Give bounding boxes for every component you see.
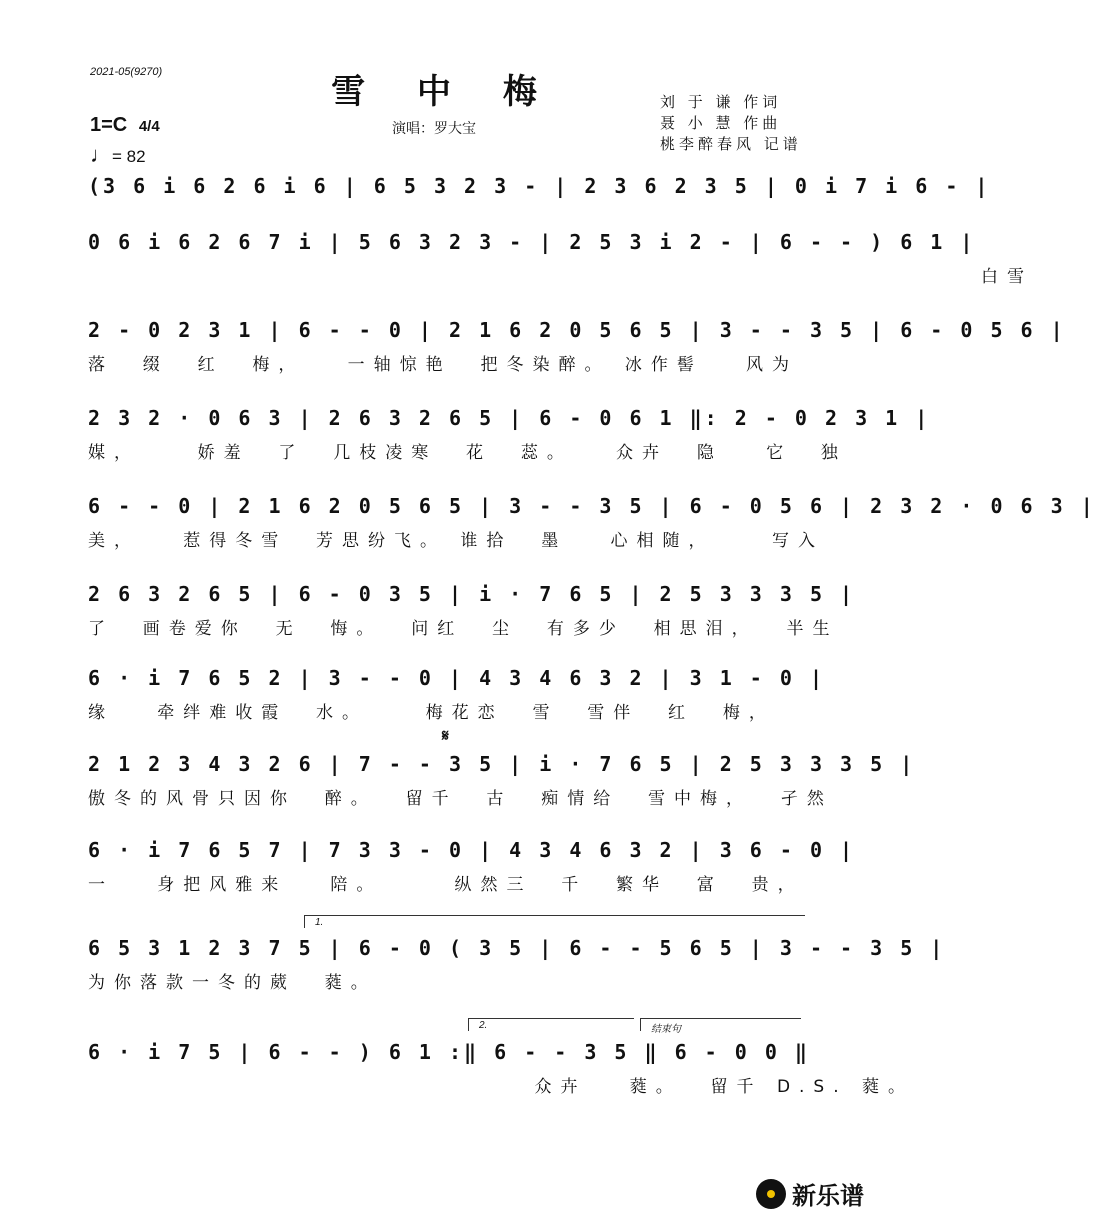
record-disc-icon (756, 1179, 786, 1209)
transcriber: 桃李醉春风 记谱 (660, 135, 802, 153)
song-title: 雪 中 梅 (331, 72, 557, 112)
notes-line-10: 6 5 3 1 2 3 7 5 | 6 - 0 ( 3 5 | 6 - - 5 6 5 | 3 - - 3 5 | (88, 936, 946, 960)
coda-bracket (640, 1018, 801, 1035)
volta-first-label: 1. (315, 917, 324, 928)
site-logo (756, 1176, 864, 1211)
lyrics-line-11: 众卉 蕤。 留千 D.S. 蕤。 (88, 1077, 915, 1097)
logo-text: 新乐谱 (792, 1183, 864, 1210)
notes-line-5: 6 - - 0 | 2 1 6 2 0 5 6 5 | 3 - - 3 5 | 6 - 0 5 6 | 2 3 2 · 0 6 3 | (88, 494, 1096, 518)
lyrics-line-10: 为你落款一冬的葳 蕤。 (88, 973, 377, 993)
volta-second (468, 1018, 634, 1031)
notes-line-9: 6 · i 7 6 5 7 | 7 3 3 - 0 | 4 3 4 6 3 2 | 3 6 - 0 | (88, 838, 856, 862)
notes-line-2: 0 6 i 6 2 6 7 i | 5 6 3 2 3 - | 2 5 3 i 2 - | 6 - - ) 6 1 | (88, 230, 976, 254)
segno-icon: 𝄋 (442, 728, 449, 745)
key-signature (90, 114, 160, 137)
lyrics-line-7: 缘 牵绊难收霞 水。 梅花恋 雪 雪伴 红 梅， (88, 703, 775, 723)
quarter-note-icon: ♩ (90, 142, 112, 167)
credits (660, 92, 802, 155)
lyrics-line-9: 一 身把风雅来 陪。 纵然三 千 繁华 富 贵， (88, 875, 804, 895)
volta-second-label: 2. (479, 1020, 488, 1031)
score-code: 2021-05(9270) (90, 66, 163, 78)
time-signature: 4/4 (138, 118, 160, 135)
tempo-value: = 82 (112, 147, 146, 166)
coda-label: 结束句 (651, 1024, 681, 1035)
notes-line-11: 6 · i 7 5 | 6 - - ) 6 1 :‖ 6 - - 3 5 ‖ 6 - 0 0 ‖ (88, 1040, 810, 1064)
lyrics-line-2: 白雪 (88, 267, 1034, 287)
notes-line-8: 2 1 2 3 4 3 2 6 | 7 - - 3 5 | i · 7 6 5 | 2 5 3 3 3 5 | (88, 752, 916, 776)
notes-line-3: 2 - 0 2 3 1 | 6 - - 0 | 2 1 6 2 0 5 6 5 | 3 - - 3 5 | 6 - 0 5 6 | (88, 318, 1066, 342)
notes-line-6: 2 6 3 2 6 5 | 6 - 0 3 5 | i · 7 6 5 | 2 5 3 3 3 5 | (88, 582, 856, 606)
notes-line-1: (3 6 i 6 2 6 i 6 | 6 5 3 2 3 - | 2 3 6 2 3 5 | 0 i 7 i 6 - | (88, 174, 991, 198)
lyrics-line-4: 媒， 娇羞 了 几枝凌寒 花 蕊。 众卉 隐 它 独 (88, 443, 847, 463)
lyrics-line-6: 了 画卷爱你 无 悔。 问红 尘 有多少 相思泪， 半生 (88, 619, 839, 639)
singer-label: 演唱：罗大宝 (392, 121, 476, 137)
composer: 聂 小 慧 作曲 (660, 114, 782, 132)
notes-line-7: 6 · i 7 6 5 2 | 3 - - 0 | 4 3 4 6 3 2 | 3 1 - 0 | (88, 666, 826, 690)
lyrics-line-8: 傲冬的风骨只因你 醉。 留千 古 痴情给 雪中梅， 孑然 (88, 789, 833, 809)
lyrics-line-3: 落 缀 红 梅， 一轴惊艳 把冬染醉。 冰作髻 风为 (88, 355, 799, 375)
lyrics-line-5: 美， 惹得冬雪 芳思纷飞。 谁拾 墨 心相随， 写入 (88, 531, 825, 551)
notes-line-4: 2 3 2 · 0 6 3 | 2 6 3 2 6 5 | 6 - 0 6 1 ‖: 2 - 0 2 3 1 | (88, 406, 931, 430)
lyricist: 刘 于 谦 作词 (660, 93, 782, 111)
key-label: 1=C (90, 114, 128, 136)
tempo-marking (90, 142, 146, 168)
volta-first (304, 915, 805, 928)
